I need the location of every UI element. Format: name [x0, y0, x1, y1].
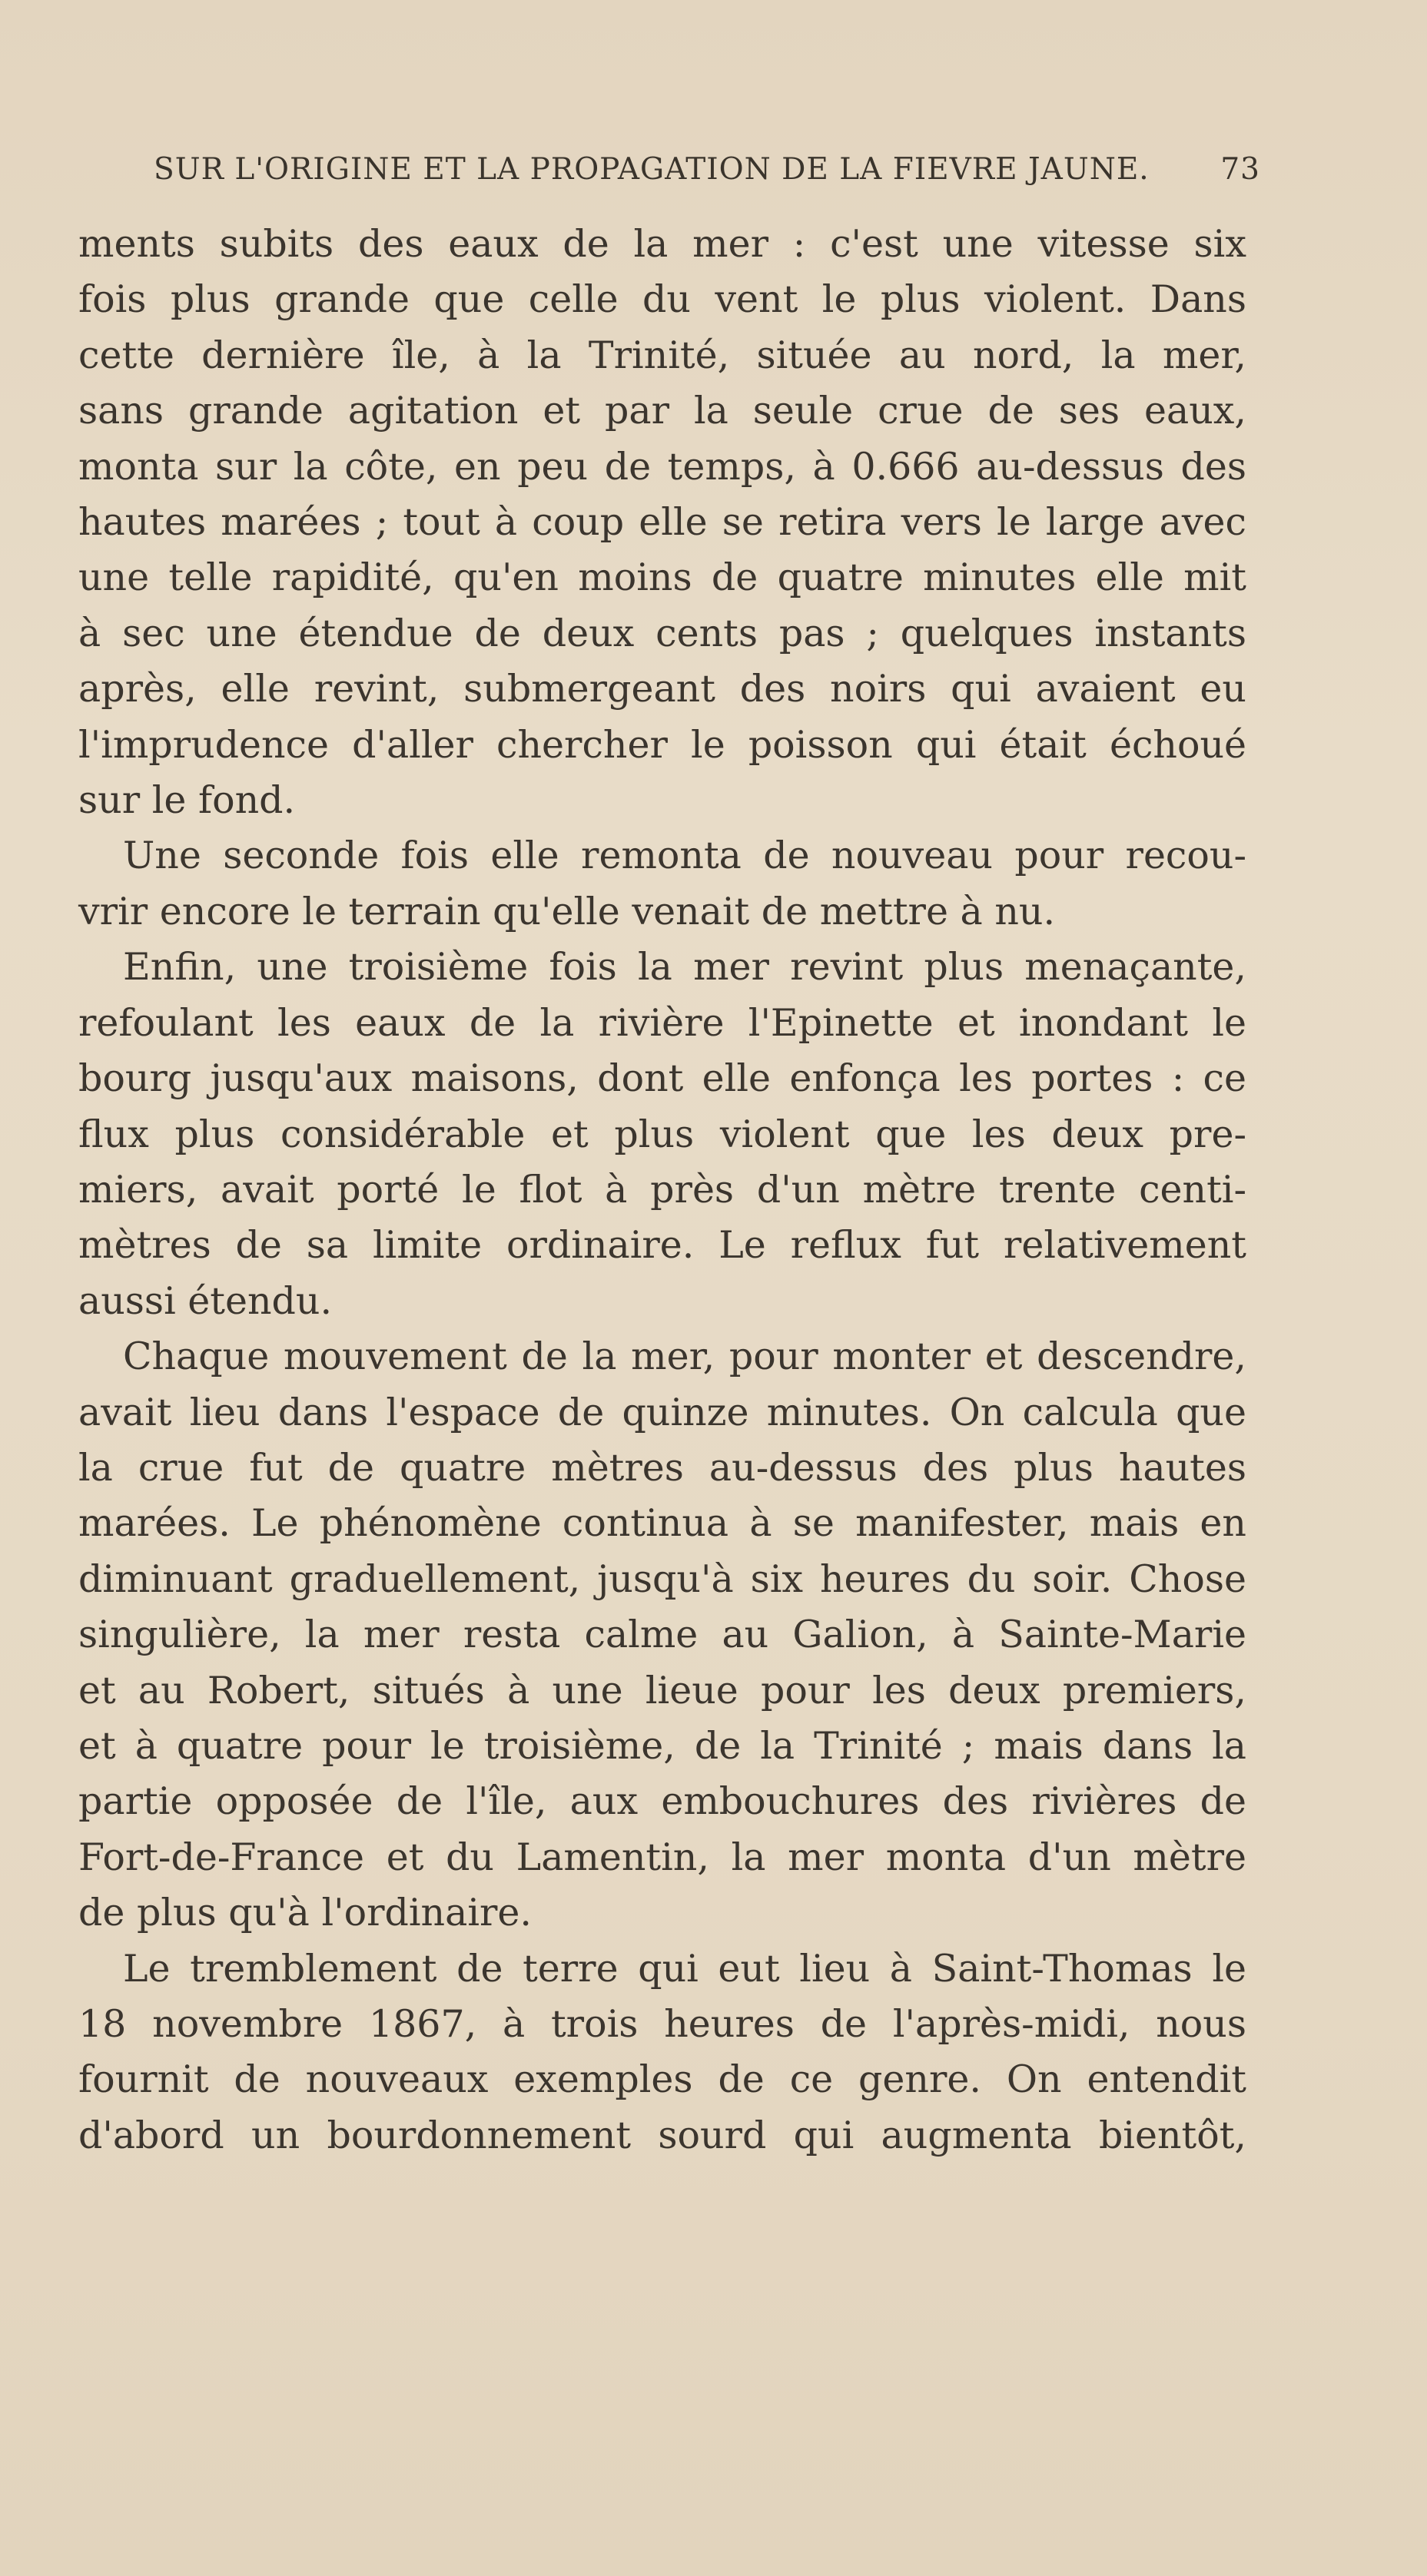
paragraph-3 — [78, 940, 1246, 1329]
paragraph-2 — [78, 828, 1246, 940]
body-text — [78, 217, 1246, 2163]
text-line: de plus qu'à l'ordinaire. — [78, 1891, 532, 1935]
text-line: ments subits des eaux de la mer : c'est une vitesse six — [78, 222, 1246, 266]
text-line: fournit de nouveaux exemples de ce genre. On entendit — [78, 2057, 1246, 2102]
text-line: sans grande agitation et par la seule crue de ses eaux, — [78, 389, 1246, 433]
text-line: à sec une étendue de deux cents pas ; quelques instants — [78, 611, 1246, 655]
text-line: Le tremblement de terre qui eut lieu à Saint-Thomas le — [123, 1946, 1246, 1991]
paragraph-5 — [78, 1941, 1246, 2164]
text-line: refoulant les eaux de la rivière l'Epinette et inondant le — [78, 1000, 1246, 1045]
text-line: monta sur la côte, en peu de temps, à 0.666 au-dessus des — [78, 444, 1246, 489]
text-line: d'abord un bourdonnement sourd qui augmenta bientôt, — [78, 2113, 1246, 2157]
text-line: singulière, la mer resta calme au Galion, à Sainte-Marie — [78, 1613, 1246, 1657]
text-line: Chaque mouvement de la mer, pour monter et descendre, — [123, 1334, 1246, 1379]
text-line: l'imprudence d'aller chercher le poisson qui était échoué — [78, 722, 1246, 767]
text-line: une telle rapidité, qu'en moins de quatre minutes elle mit — [78, 555, 1246, 600]
text-line: Fort-de-France et du Lamentin, la mer monta d'un mètre — [78, 1835, 1246, 1879]
text-line: Une seconde fois elle remonta de nouveau pour recou- — [123, 834, 1246, 878]
text-line: sur le fond. — [78, 778, 296, 823]
text-line: vrir encore le terrain qu'elle venait de mettre à nu. — [78, 889, 1056, 933]
paragraph-1 — [78, 217, 1246, 828]
text-line: Enfin, une troisième fois la mer revint plus menaçante, — [123, 945, 1246, 990]
text-line: aussi étendu. — [78, 1278, 333, 1323]
text-line: 18 novembre 1867, à trois heures de l'après-midi, nous — [78, 2002, 1246, 2046]
text-line: partie opposée de l'île, aux embouchures des rivières de — [78, 1779, 1246, 1824]
text-line: flux plus considérable et plus violent que les deux pre- — [78, 1112, 1246, 1156]
text-line: cette dernière île, à la Trinité, située au nord, la mer, — [78, 333, 1246, 377]
text-line: marées. Le phénomène continua à se manifester, mais en — [78, 1501, 1246, 1546]
text-line: miers, avait porté le flot à près d'un mètre trente centi- — [78, 1167, 1246, 1212]
text-line: la crue fut de quatre mètres au-dessus des plus hautes — [78, 1445, 1246, 1490]
text-line: diminuant graduellement, jusqu'à six heures du soir. Chose — [78, 1557, 1246, 1601]
text-line: après, elle revint, submergeant des noirs qui avaient eu — [78, 667, 1246, 711]
text-line: avait lieu dans l'espace de quinze minutes. On calcula que — [78, 1390, 1246, 1434]
paragraph-4 — [78, 1329, 1246, 1941]
text-line: bourg jusqu'aux maisons, dont elle enfonça les portes : ce — [78, 1056, 1246, 1101]
text-line: mètres de sa limite ordinaire. Le reflux fut relativement — [78, 1223, 1246, 1268]
page-header — [154, 152, 1260, 198]
text-line: hautes marées ; tout à coup elle se retira vers le large avec — [78, 500, 1246, 545]
running-title: SUR L'ORIGINE ET LA PROPAGATION DE LA FIEVRE JAUNE. — [154, 152, 1150, 187]
page-number: 73 — [1220, 152, 1260, 187]
text-line: et au Robert, situés à une lieue pour les deux premiers, — [78, 1668, 1246, 1712]
text-line: fois plus grande que celle du vent le plus violent. Dans — [78, 277, 1246, 322]
text-line: et à quatre pour le troisième, de la Trinité ; mais dans la — [78, 1723, 1246, 1768]
